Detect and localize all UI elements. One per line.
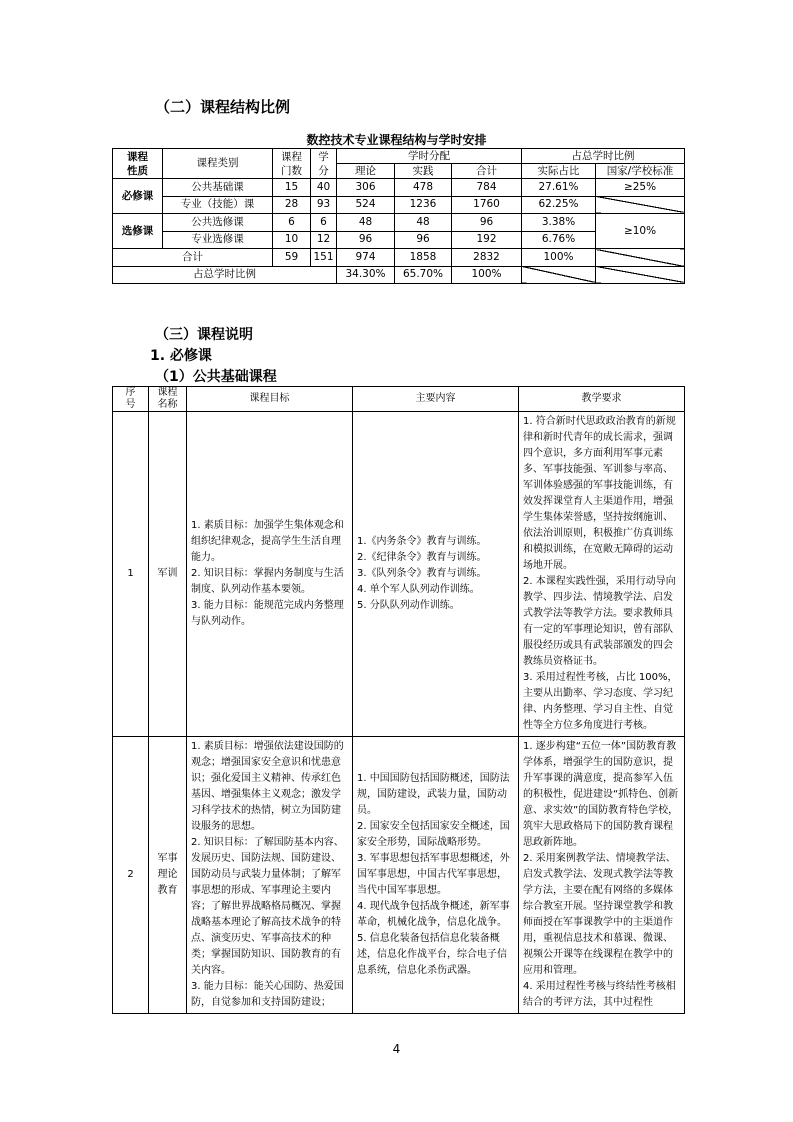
table-row	[113, 196, 685, 214]
row-no: 1	[113, 412, 149, 737]
ratio-total: 100%	[452, 266, 522, 284]
ratio-row	[113, 266, 685, 284]
row-name: 军事理论教育	[149, 737, 187, 1014]
required-label: 必修课	[113, 179, 163, 214]
header-nature: 课程 性质	[113, 149, 163, 179]
row-practice: 478	[395, 179, 452, 197]
row-credit: 93	[311, 196, 337, 214]
header-count: 课程 门数	[273, 149, 311, 179]
header-goal: 课程目标	[187, 387, 353, 412]
header-credit: 学 分	[311, 149, 337, 179]
row-total: 784	[452, 179, 522, 197]
total-credit: 151	[311, 249, 337, 267]
row-practice: 1236	[395, 196, 452, 214]
row-theory: 48	[337, 214, 395, 232]
row-goal: 1. 素质目标：增强依法建设国防的观念；增强国家安全意识和忧患意识；强化爱国主义精神、传承红色基因、增强集体主义观念；激发学习科学技术的热情，树立为国防建设服务的思想。 2. 知识目标：了解国防基本内容、发展历史、国防法规、国防建设、国防动员与武装力量体制；了解军事思想的形成、军事理论主要内容；了解世界战略格局概况、掌握战略基本理论了解高技术战争的特点、演变历史、军事高技术的种类；掌握国防知识、国防教育的有关内容。 3. 能力目标：能关心国防、热爱国防，自觉参加和支持国防建设；	[187, 737, 353, 1014]
row-count: 15	[273, 179, 311, 197]
header-content: 主要内容	[353, 387, 519, 412]
row-req: 1. 符合新时代思政政治教育的新规律和新时代青年的成长需求，强调四个意识，多方面利用军事元素多、军事技能强、军训参与率高、军训体验感强的军事技能训练，有效发挥课堂育人主渠道作用，增强学生集体荣誉感，坚持按纲施训、依法治训原则，积极推广仿真训练和模拟训练，在宽敞无障碍的运动场地开展。 2. 本课程实践性强，采用行动导向教学、四步法、情境教学法、启发式教学法等教学方法。要求教师具有一定的军事理论知识，曾有部队服役经历或具有武装部颁发的四会教练员资格证书。 3. 采用过程性考核，占比 100%，主要从出勤率、学习态度、学习纪律、内务整理、学习自主性、自觉性等全方位多角度进行考核。	[519, 412, 685, 737]
row-req: 1. 逐步构建“五位一体”国防教育教学体系，增强学生的国防意识，提升军事课的满意度，提高参军入伍的积极性，促进建设“抓特色、创新意、求实效”的国防教育特色学校，筑牢大思政格局下的国防教育课程思政新阵地。 2. 采用案例教学法、情境教学法、启发式教学法、发现式教学法等教学方法，主要在配有网络的多媒体综合教室开展。坚持课堂教学和教师面授在军事课教学中的主渠道作用，重视信息技术和慕课、微课、视频公开课等在线课程在教学中的应用和管理。 4. 采用过程性考核与终结性考核相结合的考评方法，其中过程性	[519, 737, 685, 1014]
row-credit: 40	[311, 179, 337, 197]
header-name: 课程 名称	[149, 387, 187, 412]
row-practice: 96	[395, 231, 452, 249]
table-row	[113, 179, 685, 197]
empty-slash-cell	[522, 266, 596, 284]
row-total: 96	[452, 214, 522, 232]
elective-label: 选修课	[113, 214, 163, 249]
row-count: 6	[273, 214, 311, 232]
row-content: 1.《内务条令》教育与训练。 2.《纪律条令》教育与训练。 3.《队列条令》教育与训练。 4. 单个军人队列动作训练。 5. 分队队列动作训练。	[353, 412, 519, 737]
total-count: 59	[273, 249, 311, 267]
header-theory: 理论	[337, 164, 395, 179]
total-actual: 100%	[522, 249, 596, 267]
ratio-theory: 34.30%	[337, 266, 395, 284]
course-description-table	[112, 386, 685, 1014]
row-actual: 6.76%	[522, 231, 596, 249]
row-actual: 27.61%	[522, 179, 596, 197]
total-label: 合计	[113, 249, 273, 267]
header-category: 课程类别	[163, 149, 273, 179]
header-actual: 实际占比	[522, 164, 596, 179]
section3-title: （三）课程说明	[155, 327, 253, 343]
course-structure-table	[112, 148, 685, 284]
header-standard: 国家/学校标准	[596, 164, 685, 179]
row-actual: 62.25%	[522, 196, 596, 214]
empty-slash-cell	[596, 196, 685, 214]
ratio-practice: 65.70%	[395, 266, 452, 284]
row-theory: 306	[337, 179, 395, 197]
ratio-label: 占总学时比例	[113, 266, 337, 284]
row-credit: 6	[311, 214, 337, 232]
empty-slash-cell	[596, 249, 685, 267]
row-actual: 3.38%	[522, 214, 596, 232]
row-goal: 1. 素质目标：加强学生集体观念和组织纪律观念，提高学生生活自理能力。 2. 知识目标：掌握内务制度与生活制度、队列动作基本要领。 3. 能力目标：能规范完成内务整理与队列动作。	[187, 412, 353, 737]
row-total: 192	[452, 231, 522, 249]
header-ratio-group: 占总学时比例	[522, 149, 685, 164]
header-practice: 实践	[395, 164, 452, 179]
table-caption: 数控技术专业课程结构与学时安排	[306, 133, 487, 147]
header-total: 合计	[452, 164, 522, 179]
row-count: 10	[273, 231, 311, 249]
empty-slash-cell	[596, 266, 685, 284]
elective-standard: ≥10%	[596, 214, 685, 249]
row-category: 公共选修课	[163, 214, 273, 232]
page-number: 4	[392, 1042, 401, 1056]
row-credit: 12	[311, 231, 337, 249]
total-practice: 1858	[395, 249, 452, 267]
header-no: 序 号	[113, 387, 149, 412]
row-content: 1. 中国国防包括国防概述，国防法规，国防建设，武装力量，国防动员。 2. 国家安全包括国家安全概述，国家安全形势，国际战略形势。 3. 军事思想包括军事思想概述，外国军事思想，中国古代军事思想，当代中国军事思想。 4. 现代战争包括战争概述，新军事革命，机械化战争，信息化战争。 5. 信息化装备包括信息化装备概述，信息化作战平台，综合电子信息系统，信息化杀伤武器。	[353, 737, 519, 1014]
row-category: 专业选修课	[163, 231, 273, 249]
row-name: 军训	[149, 412, 187, 737]
row-category: 公共基础课	[163, 179, 273, 197]
required-standard: ≥25%	[596, 179, 685, 197]
row-total: 1760	[452, 196, 522, 214]
public-basic-course-title: （1）公共基础课程	[155, 369, 277, 385]
row-category: 专业（技能）课	[163, 196, 273, 214]
row-theory: 524	[337, 196, 395, 214]
total-theory: 974	[337, 249, 395, 267]
header-req: 教学要求	[519, 387, 685, 412]
row-practice: 48	[395, 214, 452, 232]
total-row	[113, 249, 685, 267]
table-row	[113, 737, 685, 1014]
table-row	[113, 412, 685, 737]
total-total: 2832	[452, 249, 522, 267]
section-title: （二）课程结构比例	[155, 98, 291, 116]
row-no: 2	[113, 737, 149, 1014]
row-count: 28	[273, 196, 311, 214]
row-theory: 96	[337, 231, 395, 249]
header-hours-group: 学时分配	[337, 149, 522, 164]
table-row	[113, 214, 685, 232]
required-course-title: 1. 必修课	[150, 348, 212, 364]
